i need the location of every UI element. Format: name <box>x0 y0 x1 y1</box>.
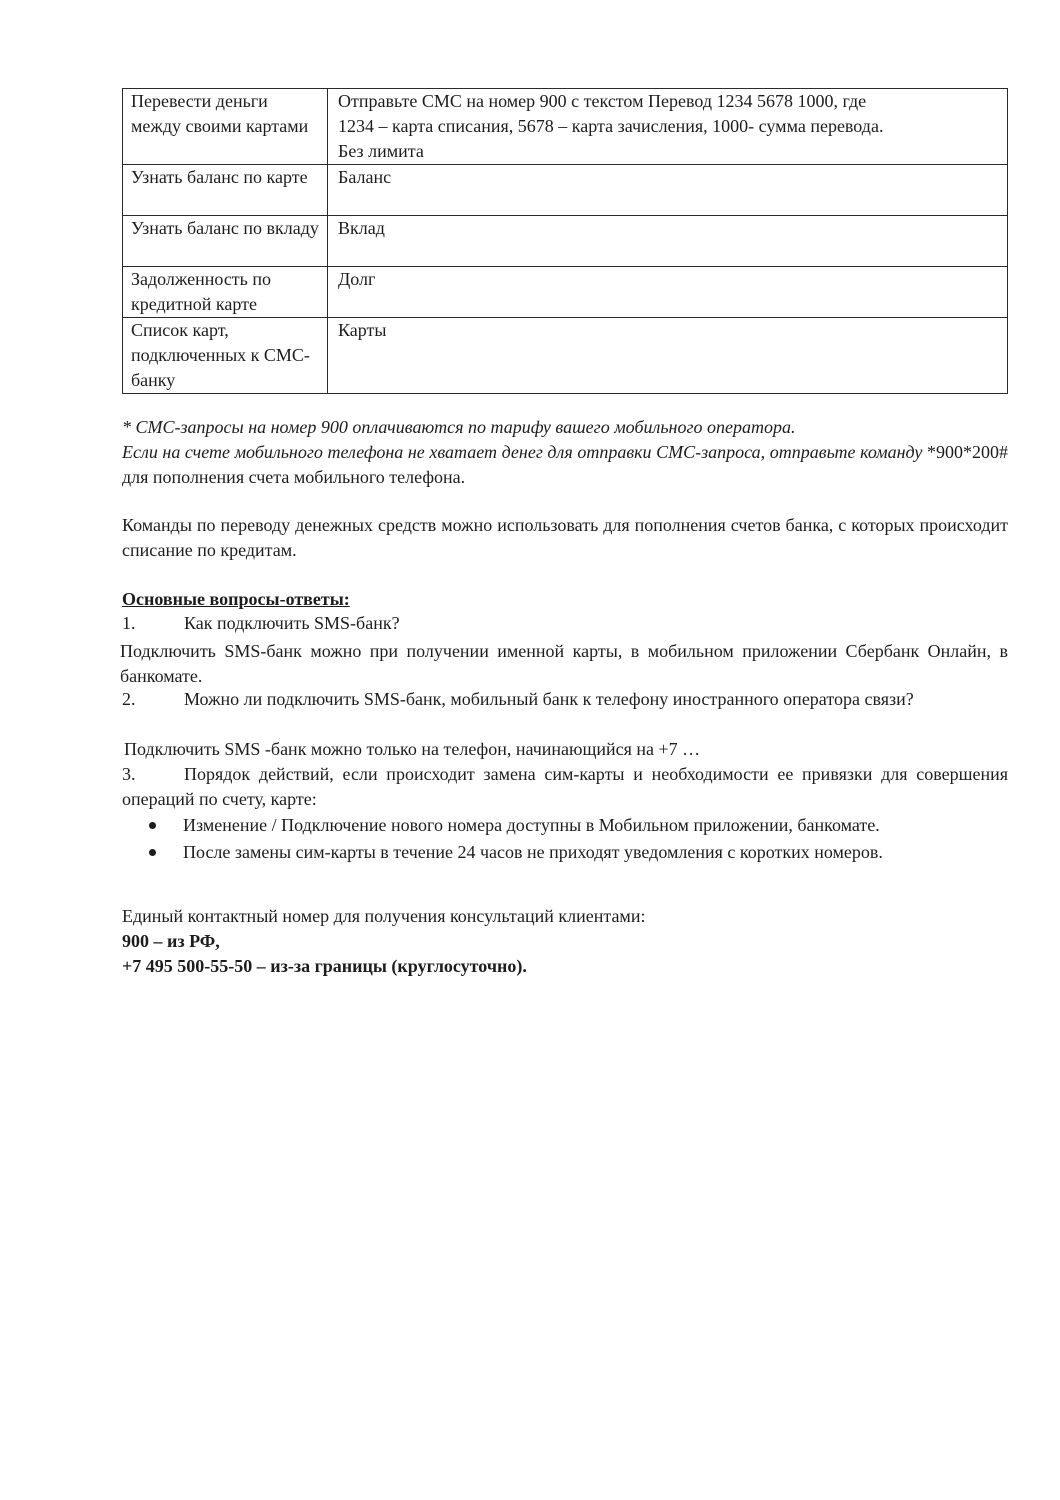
command-line: Отправьте СМС на номер 900 с текстом Перевод 1234 5678 1000, где <box>338 91 867 111</box>
faq-title: Основные вопросы-ответы: <box>122 589 350 609</box>
note-regular-part: *900*200# для пополнения счета мобильного телефона. <box>122 442 1008 487</box>
table-cell-action: Узнать баланс по вкладу <box>123 216 328 267</box>
table-cell-action: Список карт, подключенных к СМС-банку <box>123 318 328 394</box>
command-line: Карты <box>338 320 387 340</box>
table-row <box>123 216 1008 267</box>
note-italic-part: Если на счете мобильного телефона не хватает денег для отправки СМС-запроса, отправьте команду <box>122 442 923 462</box>
table-row <box>123 318 1008 394</box>
contact-phone-abroad: +7 495 500-55-50 – из-за границы (круглосуточно). <box>122 956 527 976</box>
table-cell-command <box>328 267 1008 318</box>
faq-answer-2: Подключить SMS -банк можно только на телефон, начинающийся на +7 … <box>124 739 701 759</box>
bullet-icon <box>149 822 156 829</box>
faq-question-3 <box>122 762 1008 812</box>
table-cell-command <box>328 165 1008 216</box>
faq-number: 3. <box>122 764 136 784</box>
table-cell-action: Задолженность по кредитной карте <box>123 267 328 318</box>
bullet-text: Изменение / Подключение нового номера доступны в Мобильном приложении, банкомате. <box>183 815 880 835</box>
table-cell-command <box>328 89 1008 165</box>
list-item <box>145 812 1015 839</box>
faq-number: 2. <box>122 689 136 709</box>
faq-answer-1: Подключить SMS-банк можно при получении именной карты, в мобильном приложении Сбербанк Онлайн, в банкомате. <box>120 641 1008 686</box>
table-cell-command <box>328 216 1008 267</box>
sms-commands-table <box>122 88 1008 394</box>
faq-number: 1. <box>122 613 136 633</box>
bullet-icon <box>149 849 156 856</box>
table-cell-command <box>328 318 1008 394</box>
contact-phone-russia: 900 – из РФ, <box>122 931 220 951</box>
command-line: 1234 – карта списания, 5678 – карта зачисления, 1000- сумма перевода. <box>338 116 884 136</box>
table-row <box>123 165 1008 216</box>
table-row <box>123 89 1008 165</box>
transfer-commands-paragraph: Команды по переводу денежных средств можно использовать для пополнения счетов банка, с которых происходит списание по кредитам. <box>122 515 1008 560</box>
faq-question-1 <box>122 611 1008 636</box>
command-line: Без лимита <box>338 141 424 161</box>
faq-question-text: Как подключить SMS-банк? <box>184 613 400 633</box>
sms-cost-note <box>122 415 1008 490</box>
command-line: Баланс <box>338 167 392 187</box>
table-row <box>123 267 1008 318</box>
table-cell-action: Перевести деньги между своими картами <box>123 89 328 165</box>
faq-question-text: Можно ли подключить SMS-банк, мобильный банк к телефону иностранного оператора связи? <box>184 689 914 709</box>
command-line: Долг <box>338 269 376 289</box>
contacts-intro: Единый контактный номер для получения консультаций клиентами: <box>122 906 646 926</box>
faq-question-2 <box>122 687 1008 712</box>
bullet-text: После замены сим-карты в течение 24 часов не приходят уведомления с коротких номеров. <box>183 842 883 862</box>
sim-change-bullets <box>145 812 1015 866</box>
command-line: Вклад <box>338 218 385 238</box>
faq-question-text: Порядок действий, если происходит замена сим-карты и необходимости ее привязки для совершения операций по счету, карте: <box>122 764 1008 809</box>
note-line-1: * СМС-запросы на номер 900 оплачиваются по тарифу вашего мобильного оператора. <box>122 417 796 437</box>
contacts-block <box>122 904 1008 979</box>
list-item <box>145 839 1015 866</box>
table-cell-action: Узнать баланс по карте <box>123 165 328 216</box>
note-line-2 <box>122 440 1008 490</box>
